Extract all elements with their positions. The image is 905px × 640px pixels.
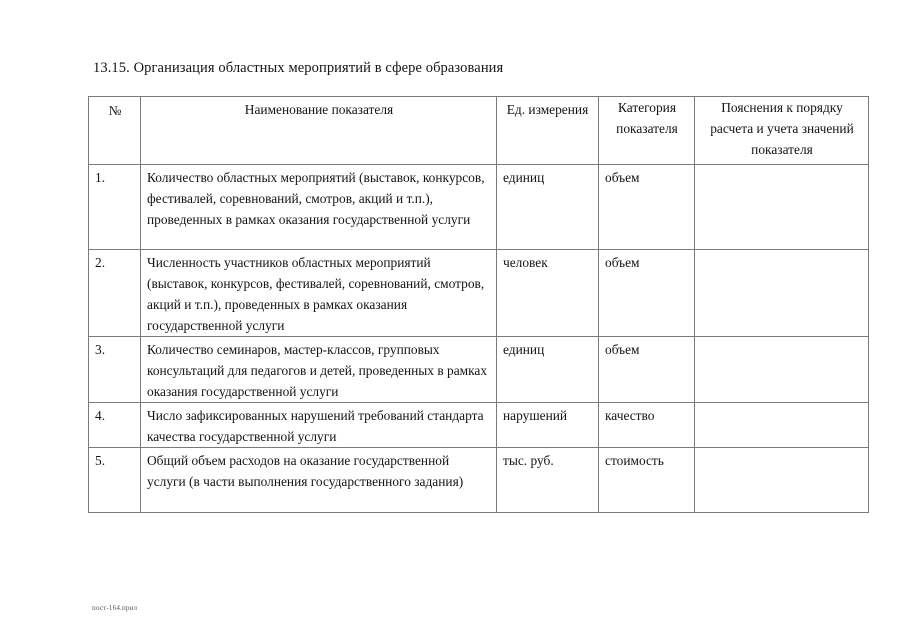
indicator-name: Общий объем расходов на оказание государственной услуги (в части выполнения государственного задания) [141,448,497,513]
indicator-category: объем [599,250,695,337]
indicator-name: Количество областных мероприятий (выставок, конкурсов, фестивалей, соревнований, смотров, акций и т.п.), проведенных в рамках оказания государственной услуги [141,165,497,250]
footer-file-code: пост-164.прил [92,604,138,612]
indicator-notes [695,165,869,250]
indicator-notes [695,337,869,403]
indicator-unit: единиц [497,337,599,403]
header-number: № [89,97,141,165]
indicator-notes [695,403,869,448]
row-number: 2. [89,250,141,337]
table-row [89,403,869,448]
indicator-unit: тыс. руб. [497,448,599,513]
table-header-row [89,97,869,165]
indicator-unit: единиц [497,165,599,250]
indicator-name: Численность участников областных мероприятий (выставок, конкурсов, фестивалей, соревнований, смотров, акций и т.п.), проведенных в рамках оказания государственной услуги [141,250,497,337]
indicator-name: Количество семинаров, мастер-классов, групповых консультаций для педагогов и детей, проведенных в рамках оказания государственной услуги [141,337,497,403]
header-category: Категория показателя [599,97,695,165]
header-notes: Пояснения к порядку расчета и учета значений показателя [695,97,869,165]
indicator-notes [695,448,869,513]
header-indicator-name: Наименование показателя [141,97,497,165]
table-row [89,250,869,337]
table-row [89,448,869,513]
row-number: 5. [89,448,141,513]
section-heading: 13.15. Организация областных мероприятий в сфере образования [93,60,504,76]
indicator-notes [695,250,869,337]
indicator-unit: человек [497,250,599,337]
row-number: 4. [89,403,141,448]
table-row [89,165,869,250]
indicator-category: стоимость [599,448,695,513]
header-unit: Ед. измерения [497,97,599,165]
row-number: 1. [89,165,141,250]
indicator-category: объем [599,337,695,403]
indicator-category: объем [599,165,695,250]
row-number: 3. [89,337,141,403]
table-row [89,337,869,403]
indicator-unit: нарушений [497,403,599,448]
indicator-category: качество [599,403,695,448]
indicator-name: Число зафиксированных нарушений требований стандарта качества государственной услуги [141,403,497,448]
indicators-table [88,96,869,513]
